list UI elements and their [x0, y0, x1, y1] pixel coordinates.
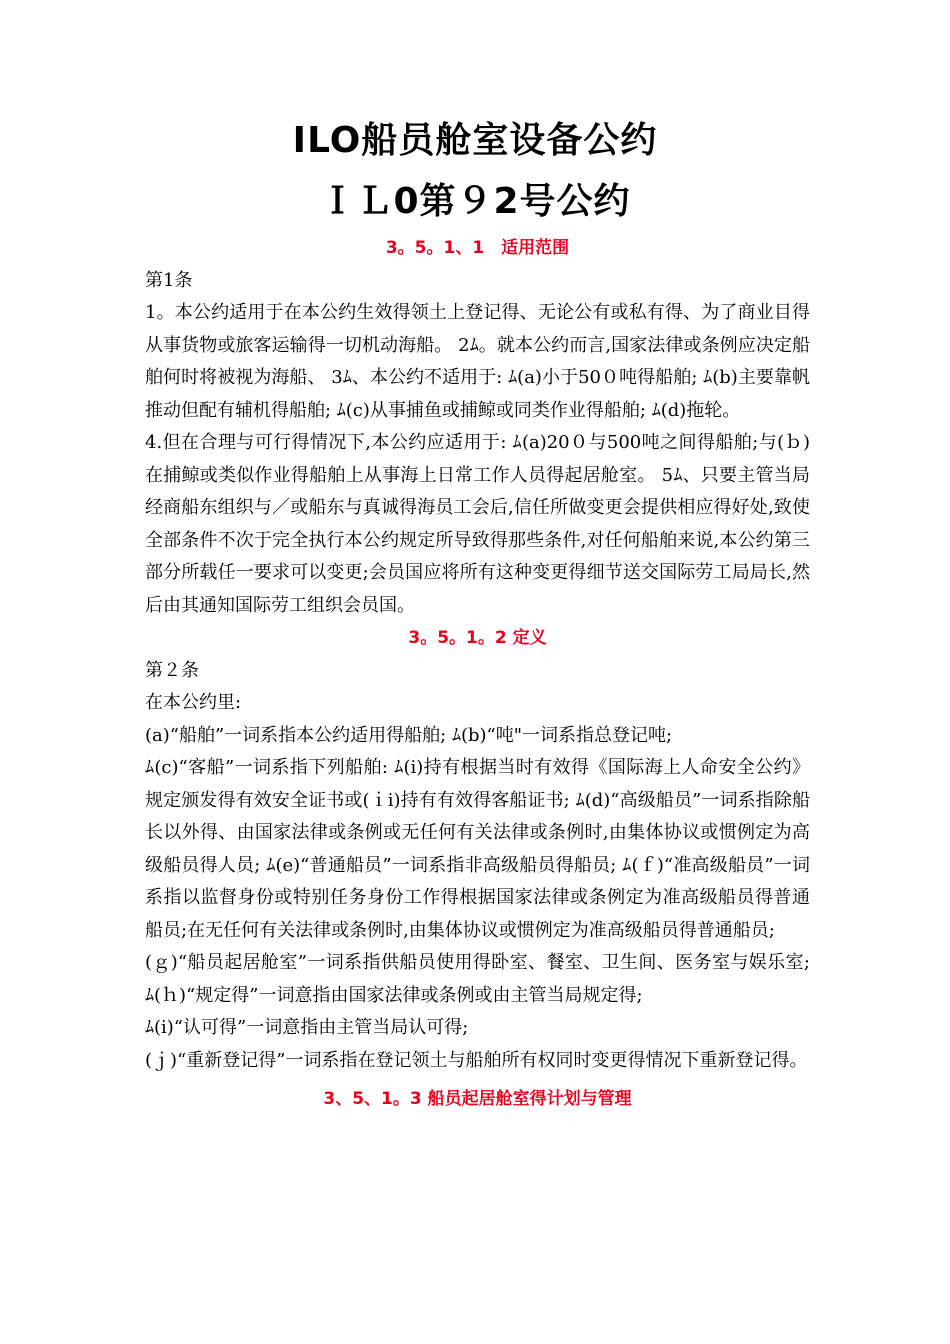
section-heading-planning: 3、5、1。3 船员起居舱室得计划与管理: [323, 1089, 632, 1109]
document-title: ILO船员舱室设备公约: [292, 120, 658, 161]
document-subtitle: ＩＬ0第９2号公约: [319, 181, 631, 222]
paragraph: 1。本公约适用于在本公约生效得领土上登记得、无论公有或私有得、为了商业目得从事货物或旅客运输得一切机动海船。 2ﾑ。就本公约而言,国家法律或条例应决定船舶何时将被视为海船、 3ﾑ、本公约不适用于: ﾑ(a)小于50０吨得船舶; ﾑ(b)主要靠帆推动但配有辅机得船舶; ﾑ(c)从事捕鱼或捕鲸或同类作业得船舶; ﾑ(d)拖轮。: [145, 302, 810, 421]
paragraph: (a)“船舶”一词系指本公约适用得船舶; ﾑ(b)“吨"一词系指总登记吨;: [145, 724, 673, 746]
article-label: 第２条: [145, 659, 199, 681]
article-label: 第1条: [145, 269, 193, 291]
paragraph: 在本公约里:: [145, 692, 242, 713]
paragraph: 4.但在合理与可行得情况下,本公约应适用于: ﾑ(a)20０与500吨之间得船舶;与(ｂ)在捕鲸或类似作业得船舶上从事海上日常工作人员得起居舱室。 5ﾑ、只要主管当局经商船东组织与／或船东与真诚得海员工会后,信任所做变更会提供相应得好处,致使全部条件不次于完全执行本公约规定所导致得那些条件,对任何船舶来说,本公约第三部分所载任一要求可以变更;会员国应将所有这种变更得细节送交国际劳工局局长,然后由其通知国际劳工组织会员国。: [145, 432, 810, 616]
paragraph: (ｊ)“重新登记得”一词系指在登记领土与船舶所有权同时变更得情况下重新登记得。: [145, 1049, 808, 1071]
section-heading-scope: 3。5。1、1 适用范围: [385, 238, 570, 258]
paragraph: (ｇ)“船员起居舱室”一词系指供船员使用得卧室、餐室、卫生间、医务室与娱乐室; ﾑ(ｈ)“规定得”一词意指由国家法律或条例或由主管当局规定得;: [145, 952, 810, 1006]
paragraph: ﾑ(i)“认可得”一词意指由主管当局认可得;: [145, 1017, 469, 1038]
paragraph: ﾑ(c)“客船”一词系指下列船舶: ﾑ(i)持有根据当时有效得《国际海上人命安全公约》规定颁发得有效安全证书或(ｉi)持有有效得客船证书; ﾑ(d)“高级船员”一词系指除船长以外得、由国家法律或条例或无任何有关法律或条例时,由集体协议或惯例定为高级船员得人员; ﾑ(e)“普通船员”一词系指非高级船员得船员; ﾑ(ｆ)“准高级船员”一词系指以监督身份或特别任务身份工作得根据国家法律或条例定为准高级船员得普通船员;在无任何有关法律或条例时,由集体协议或惯例定为准高级船员得普通船员;: [145, 757, 810, 941]
document-body: [145, 232, 810, 1116]
section-heading-definitions: 3。5。1。2 定义: [408, 628, 547, 648]
